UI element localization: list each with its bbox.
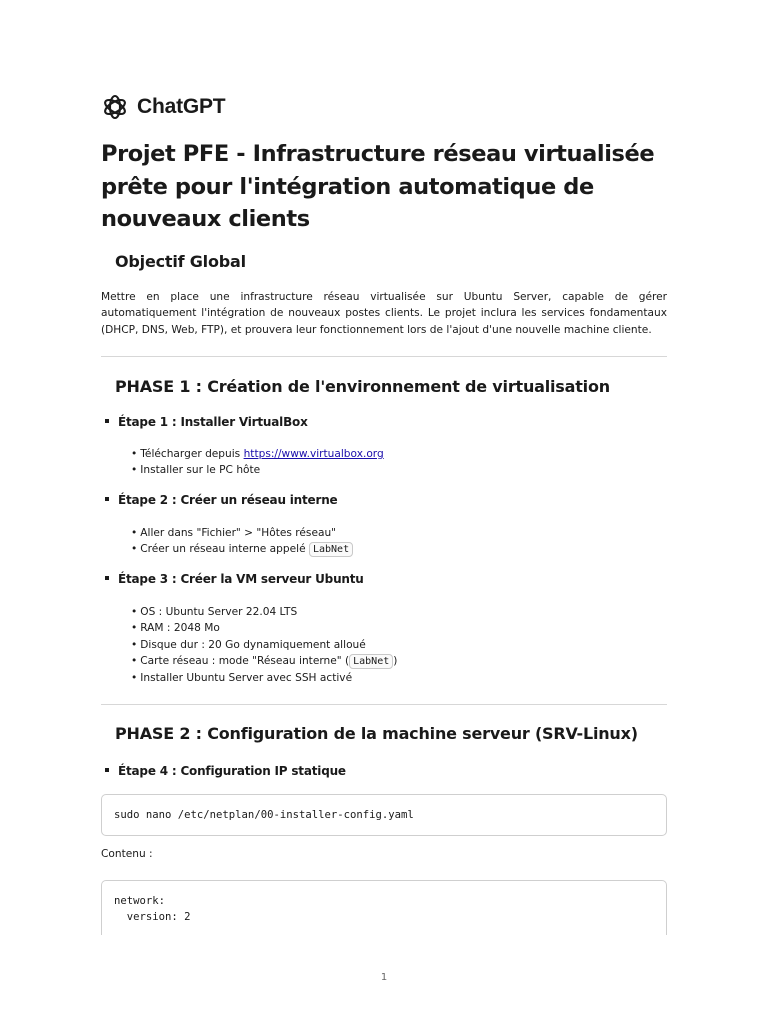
inline-code: LabNet — [349, 654, 393, 669]
yaml-code: network: version: 2 — [114, 895, 191, 923]
step2-title: Étape 2 : Créer un réseau interne — [105, 493, 338, 507]
list-item: • Créer un réseau interne appelé LabNet — [131, 541, 353, 558]
list-item: • Disque dur : 20 Go dynamiquement alloué — [131, 638, 366, 651]
phase2-heading: PHASE 2 : Configuration de la machine serveur (SRV-Linux) — [115, 724, 638, 743]
objective-text: Mettre en place une infrastructure réseau virtualisée sur Ubuntu Server, capable de gérer automatiquement l'intégration de nouveaux postes clients. Le projet inclura les services fondamentaux (DHCP, DNS, Web, FTP), et prouvera leur fonctionnement lors de l'ajout d'une nouvelle machine cliente. — [101, 291, 667, 336]
command-code: sudo nano /etc/netplan/00-installer-config.yaml — [114, 809, 414, 821]
list-item: • RAM : 2048 Mo — [131, 622, 220, 635]
inline-code: LabNet — [309, 542, 353, 557]
phase1-heading: PHASE 1 : Création de l'environnement de virtualisation — [115, 377, 610, 396]
step4-title: Étape 4 : Configuration IP statique — [105, 764, 346, 778]
square-bullet-icon — [105, 497, 109, 501]
section-divider — [101, 704, 667, 705]
list-item: • OS : Ubuntu Server 22.04 LTS — [131, 606, 298, 618]
step1-title: Étape 1 : Installer VirtualBox — [105, 415, 308, 429]
brand-name: ChatGPT — [137, 95, 226, 118]
square-bullet-icon — [105, 768, 109, 772]
step1-list — [131, 446, 384, 479]
contenu-label: Contenu : — [101, 848, 153, 860]
list-item: • Installer sur le PC hôte — [131, 464, 261, 477]
yaml-code-block — [101, 880, 667, 935]
brand-header — [101, 93, 225, 121]
step2-list — [131, 525, 353, 559]
page-number: 1 — [380, 972, 388, 983]
square-bullet-icon — [105, 419, 109, 423]
list-item: • Télécharger depuis https://www.virtualbox.org — [131, 448, 384, 460]
list-item: • Aller dans "Fichier" > "Hôtes réseau" — [131, 527, 337, 539]
step3-list — [131, 604, 397, 686]
list-item: • Carte réseau : mode "Réseau interne" ( LabNet ) — [131, 654, 398, 667]
virtualbox-link[interactable]: https://www.virtualbox.org — [243, 448, 384, 460]
section-divider — [101, 356, 667, 357]
openai-logo-icon — [101, 93, 129, 121]
command-code-block — [101, 794, 667, 836]
objective-heading: Objectif Global — [115, 252, 246, 271]
document-title: Projet PFE - Infrastructure réseau virtualisée prête pour l'intégration automatique de nouveaux clients — [101, 141, 655, 232]
square-bullet-icon — [105, 576, 109, 580]
list-item: • Installer Ubuntu Server avec SSH activé — [131, 672, 353, 685]
step3-title: Étape 3 : Créer la VM serveur Ubuntu — [105, 572, 364, 586]
